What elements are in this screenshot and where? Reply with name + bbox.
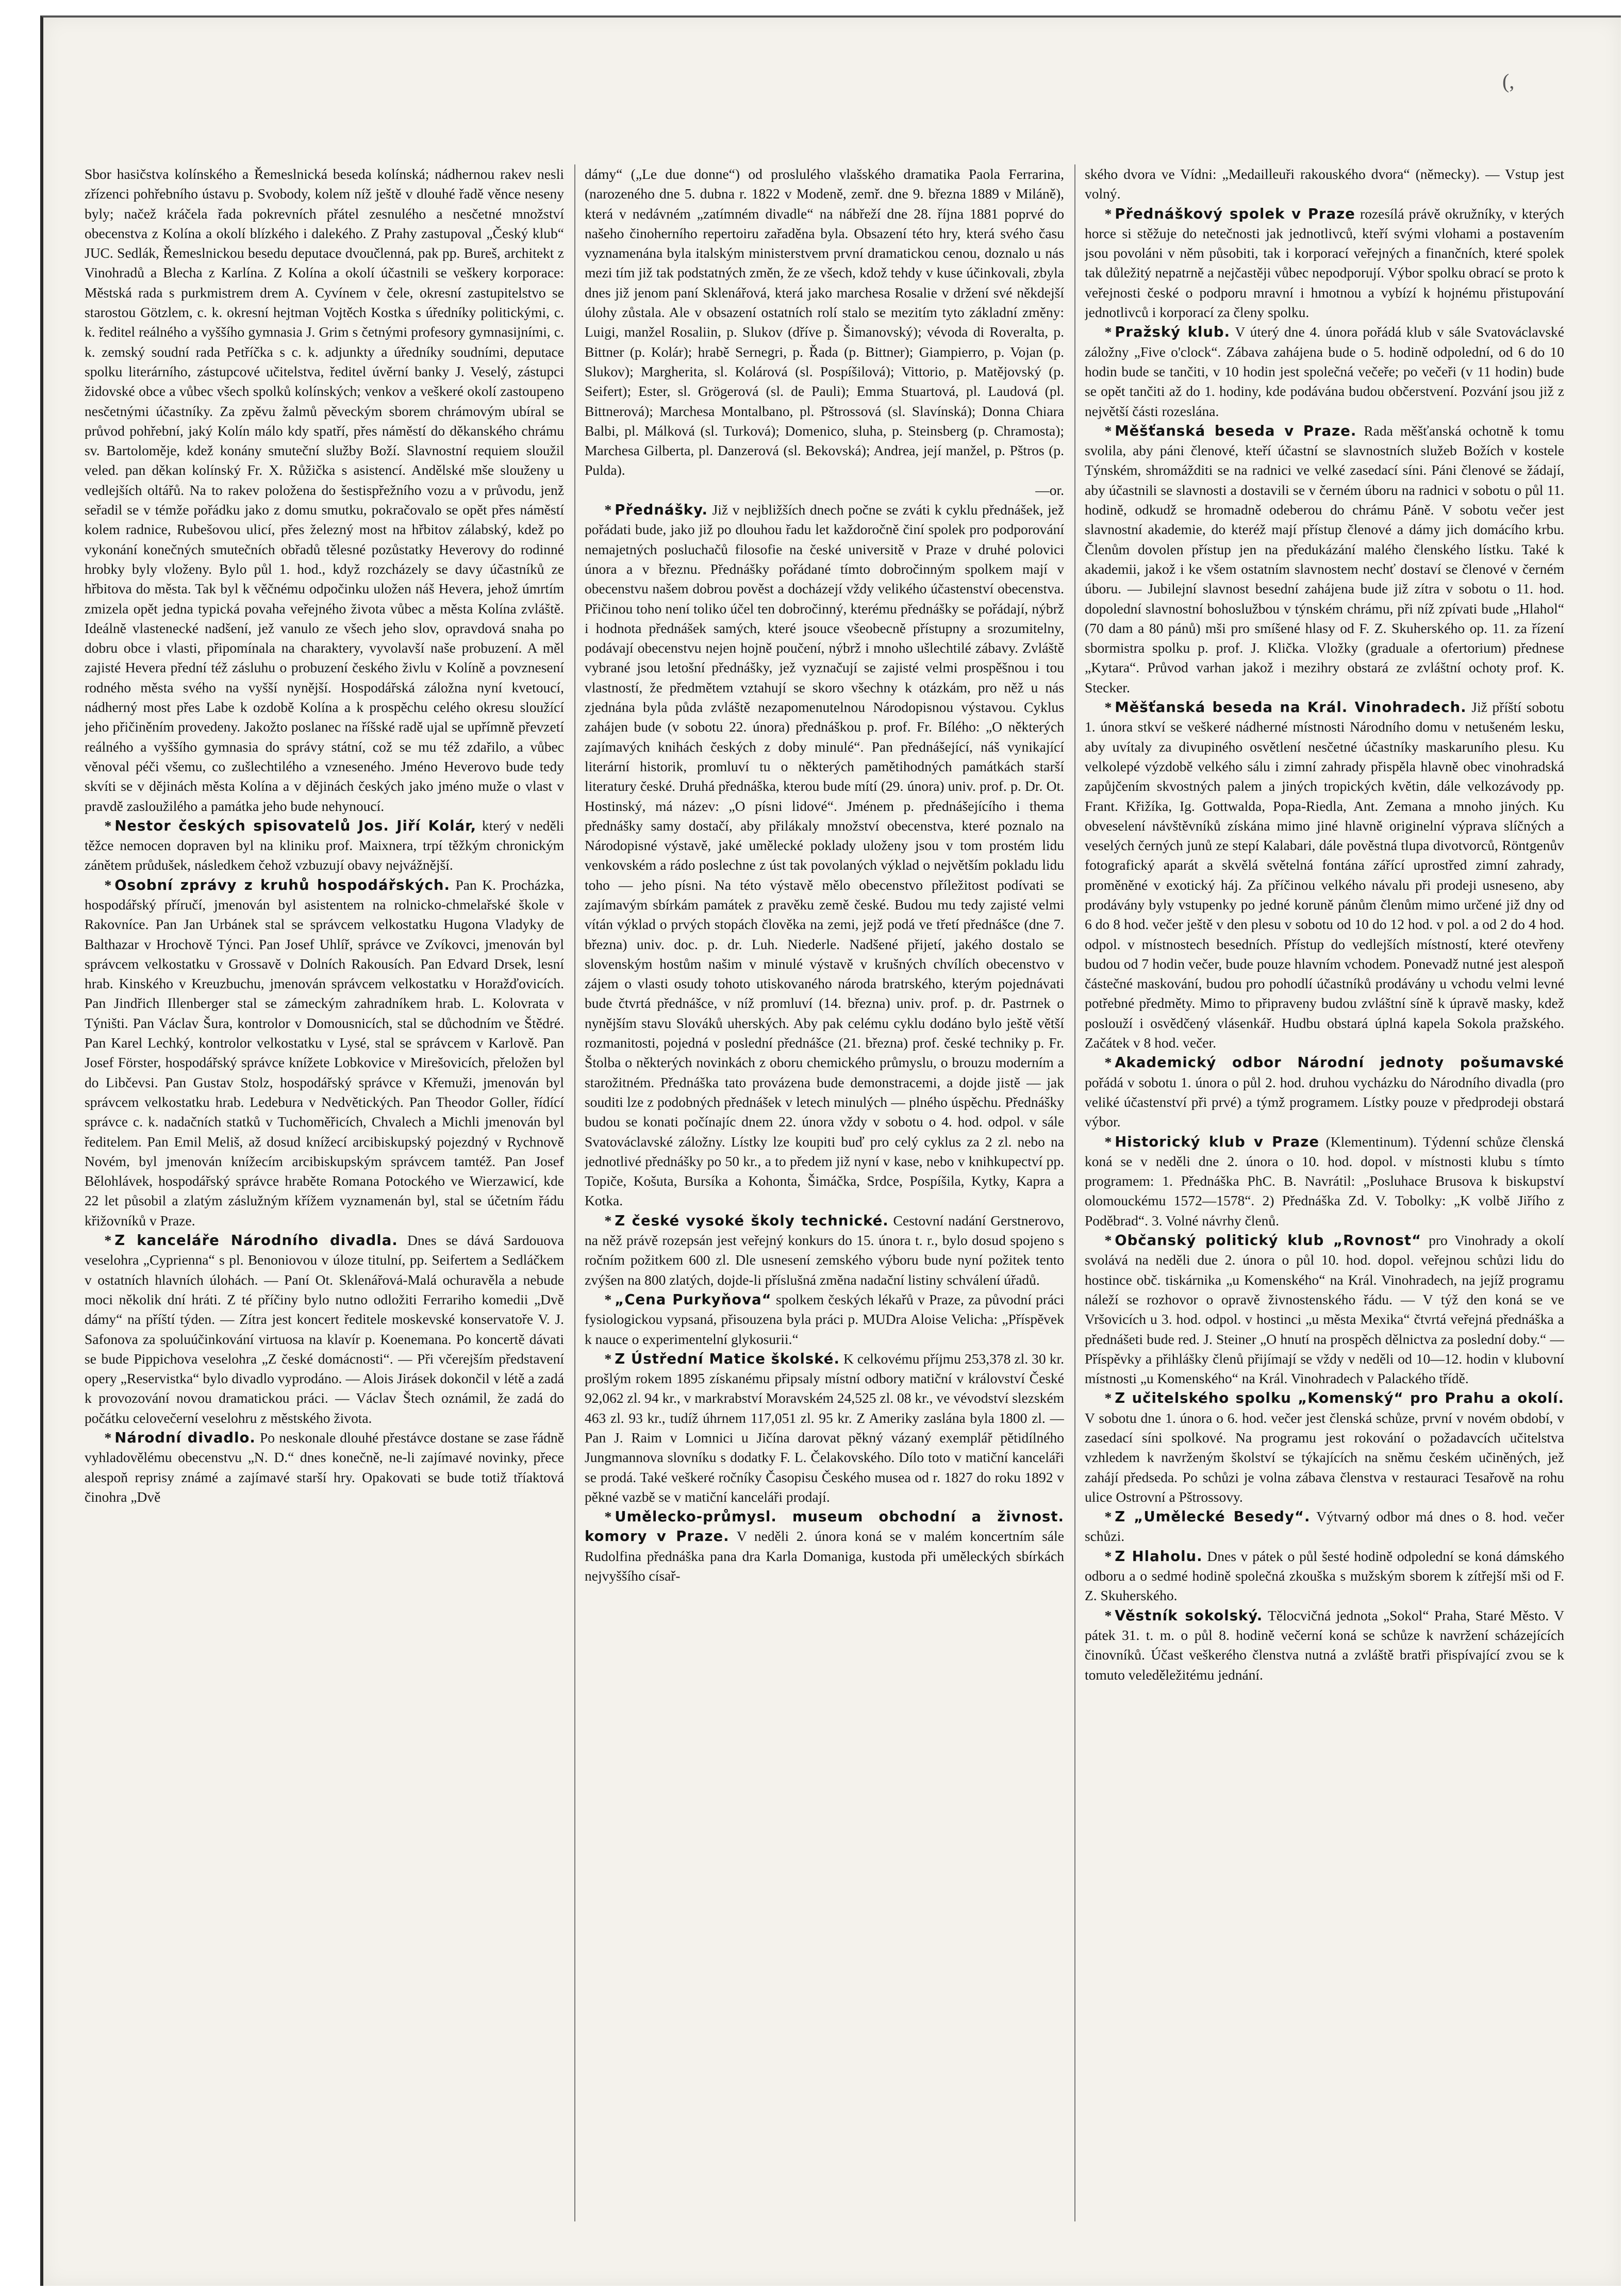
article-body: Dnes v pátek o půl šesté hodině odpolední se koná dámského odboru a o sedmé hodině společná zkouška s mužským sborem k zítřejší mši od F. Z. Skuherského.: [1085, 1548, 1564, 1604]
article: [1085, 1132, 1564, 1231]
article: [85, 1428, 564, 1507]
column-1: [85, 164, 564, 2221]
article-heading: Z Ústřední Matice školské.: [615, 1350, 840, 1367]
asterisk-icon: *: [104, 1232, 112, 1249]
asterisk-icon: *: [104, 817, 112, 834]
article-heading: Umělecko-průmysl. museum obchodní a živnost. komory v Praze.: [585, 1508, 1064, 1545]
asterisk-icon: *: [1104, 1232, 1112, 1249]
article-heading: Z „Umělecké Besedy“.: [1115, 1508, 1311, 1525]
article: [585, 1211, 1064, 1290]
asterisk-icon: *: [604, 502, 612, 518]
column-3: [1085, 164, 1564, 2221]
article: [1085, 204, 1564, 323]
article-body: Již v nejbližších dnech počne se zváti k cyklu přednášek, jež pořádati bude, jako již po dlouhou řadu let každoročně činí spolek pro podporování nemajetných posluchačů filosofie na české universitě v Praze v druhé polovici února a v březnu. Přednášky pořádané tímto dobročinným spolkem mají v obecenstvu našem dobrou pověst a docházejí vždy velikého účastenství obecenstva. Přičinou toho není toliko účel ten dobročinný, kterému přednášky se pořádají, nýbrž i hodnota přednášek samých, které jsouce všeobecně přístupny a srozumitelny, podávají obecenstvu nejen hojně poučení, nýbrž i mnoho ušlechtilé zábavy. Zvláště vybrané jsou letošní přednášky, jež vyznačují se zajisté velmi prospěšnou i tou vlastností, že předmětem vztahují se skoro všechny k otázkám, pro něž u nás zjednána byla půda zvláště nezapomenutelnou Národopisnou výstavou. Cyklus zahájen bude (v sobotu 22. února) přednáškou p. prof. Fr. Bílého: „O některých zajímavých knihách českých z doby minulé“. Pan přednášející, náš vynikající literární historik, promluví tu o některých pamětihodných památkách starší literatury české. Druhá přednáška, kterou bude mítí (29. února) univ. prof. p. Dr. Ot. Hostinský, má název: „O písni lidové“. Jménem p. přednášejícího i thema přednášky samy dostačí, aby přilákaly množství obecenstva, které poznalo na Národopisné výstavě, jaké umělecké poklady uloženy jsou v tom prostém lidu venkovském a rádo poslechne z úst tak povolaných výklad o největším pokladu lidu toho — jeho písni. Na této výstavě mělo obecenstvo příležitost podívati se zajímavým sbírkám památek z pravěku země české. Budou mu tedy zajisté velmi vítán výklad o prvých stopách člověka na zemi, jejž podá ve třetí přednášce (dne 7. března) univ. doc. p. dr. Luh. Niederle. Nadšené přijetí, jakého dostalo se slovenským hostům našim v minulé výstavě v krušných chvílích obecenstvo v zájem o vlasti osudy tohoto utiskovaného národa bratrského, kterým pojednávati bude čtvrtá přednášce, v níž promluví (14. března) univ. prof. p. dr. Pastrnek o nynějším stavu Slováků uherských. Aby pak celému cyklu dodáno bylo ještě větší rozmanitosti, pojedná v poslední přednášce (21. března) prof. české techniky p. Fr. Štolba o některých novinkách z oboru chemického průmyslu, o brouzu moderním a starožitném. Přednáška tato provázena bude demonstracemi, a dojde jistě — jak souditi lze z podobných přednášek v letech minulých — plného úspěchu. Přednášky budou se konati počínajíc dnem 22. února vždy v sobotu o 4. hod. odpol. v sále Svatováclavské záložny. Lístky lze koupiti buď pro celý cyklus za 2 zl. nebo na jednotlivé přednášky po 50 kr., a to předem již nyní v kase, nebo v knihkupectví pp. Topiče, Košuta, Bursíka a Kohonta, Šimáčka, Srdce, Pospíšila, Kytky, Kapra a Kotka.: [585, 502, 1064, 1209]
asterisk-icon: *: [104, 1430, 112, 1446]
article-body: Po neskonale dlouhé přestávce dostane se zase řádně vyhladovělému obecenstvu „N. D.“ dnes konečně, ne-li zajímavé novinky, přece alespoň reprisy známé a zajímavé starší hry. Opakovati se bude totiž tříaktová činohra „Dvě: [85, 1430, 564, 1505]
article: [1085, 698, 1564, 1053]
article-signature: —or.: [1035, 482, 1064, 498]
article: [85, 816, 564, 875]
article-body: Cestovní nadání Gerstnerovo, na něž právě rozepsán jest veřejný konkurs do 15. února t. r., bylo dosud spojeno s ročním požitkem 600 zl. Dle usnesení zemského výboru bude nyní požitek tento zvýšen na 800 zlatých, dojde-li příslušná změna nadační listiny schválení úřadů.: [585, 1212, 1064, 1288]
article: [1085, 322, 1564, 421]
article-heading: Občanský politický klub „Rovnost“: [1115, 1232, 1422, 1249]
article-body: rozesílá právě okružníky, v kterých horce si stěžuje do netečnosti jak jednotlivců, kteří svými vlohami a postavením jsou povoláni v něm působiti, tak i korporací veřejných a finančních, které spolek tak důležitý nepatrně a nejčastěji vůbec nepodporují. Výbor spolku obrací se proto k veřejnosti české o podporu mravní i hmotnou a vybízí k hojnému přistupování jednotlivců i korporací za členy spolku.: [1085, 205, 1564, 321]
asterisk-icon: *: [604, 1350, 612, 1367]
article-heading: Přednášky.: [615, 502, 708, 519]
asterisk-icon: *: [1104, 1133, 1112, 1150]
article-body: pro Vinohrady a okolí svolává na neděli due 2. února o půl 10. hod. dopol. veřejnou schůzi lidu do hostince obč. tiskárnika „u Komenského“ na Král. Vinohradech, na jejíž programu náleží se rozhovor o opravě živnostenského řádu. — V týž den koná se ve Vršovicích u 3. hod. odpol. v hostinci „u města Mexika“ čtvrtá veřejná přednáška a přednášeti bude red. J. Steiner „O hnutí na prospěch dělnictva za poslední doby.“ — Příspěvky a přihlášky členů přijímají se vždy v neděli od 10—12. hodin v klubovní místnosti „u Komenského“ na Král. Vinohradech v Palackého třídě.: [1085, 1232, 1564, 1387]
asterisk-icon: *: [1104, 205, 1112, 222]
article: [85, 1231, 564, 1428]
article-body: V úterý dne 4. února pořádá klub v sále Svatováclavské záložny „Five o'clock“. Zábava zahájena bude o 5. hodině odpolední, od 6 do 10 hodin bude se tančiti, v 10 hodin jest společná večeře; po večeři (v 11 hodin) bude se opět tančiti až do 1. hodiny, kde podávána budou občerstvení. Pozvání jsou již z největší části rozeslána.: [1085, 324, 1564, 419]
asterisk-icon: *: [604, 1508, 612, 1525]
article-heading: Z české vysoké školy technické.: [615, 1212, 889, 1229]
article-body: Dnes se dává Sardouova veselohra „Cyprienna“ s pl. Benoniovou v úloze titulní, pp. Seifertem a Sedláčkem v ostatních hlavních úlohách. — Paní Ot. Sklenářová-Malá ochuravěla a nebude moci několik dní hráti. Z té příčiny bylo nutno odložiti Ferrariho komedii „Dvě dámy“ na příští týden. — Zítra jest koncert ředitele moskevské konservatoře V. J. Safonova za spoluúčinkování virtuosa na klavír p. Koenemana. Po koncertě dávati se bude Pippichova veselohra „Z české domácnosti“. — Při včerejším představení opery „Reservistka“ bylo divadlo vyprodáno. — Alois Jirásek dokončil v létě a zadá k provozování novou dramatickou práci. — Václav Štech oznámil, že zadá do počátku celovečerní veselohru z městského života.: [85, 1232, 564, 1426]
article: [1085, 1547, 1564, 1606]
article-body: dámy“ („Le due donne“) od proslulého vlašského dramatika Paola Ferrarina, (narozeného dne 5. dubna r. 1822 v Modeně, zemř. dne 9. března 1889 v Miláně), která v nedávném „zatímném divadle“ na nábřeží dne 28. října 1881 poprvé do našeho činoherního repertoiru zařaděna byla. Obsazení této hry, která svého času vyznamenána byla italským ministerstvem první dramatickou cenou, doznalo u nás mezi tím již tak podstatných změn, že ze všech, kdož tehdy v kuse účinkovali, zbyla dnes již jenom paní Sklenářová, která jako marchesa Rosalie v držení své někdejší úlohy zůstala. Ale v obsazení ostatních rolí stalo se mezitím tyto základní změny: Luigi, manžel Rosaliin, p. Slukov (dříve p. Šimanovský); vévoda di Roveralta, p. Bittner (p. Kolár); hrabě Sernegri, p. Řada (p. Bittner); Giampierro, p. Vojan (p. Slukov); Margherita, sl. Kolárová (sl. Pospíšilová); Vittorio, p. Matějovský (p. Seifert); Ester, sl. Grögerová (sl. de Pauli); Emma Stuartová, pl. Laudová (pl. Bittnerová); Marchesa Montalbano, pl. Pštrossová (sl. Slavínská); Donna Chiara Balbi, pl. Málková (sl. Turková); Domenico, sluha, p. Steinsberg (p. Chramosta); Marchesa Gilberta, pl. Danzerová (sl. Bekovská); Andrea, její manžel, p. Pštros (p. Pulda).: [585, 166, 1064, 478]
article-heading: Věstník sokolský.: [1115, 1607, 1263, 1624]
column-rule: [574, 164, 575, 2221]
article-heading: Osobní zprávy z kruhů hospodářských.: [114, 876, 450, 893]
newspaper-page: [40, 15, 1621, 2286]
article-body: V sobotu dne 1. února o 6. hod. večer jest členská schůze, první v novém období, v zasedací síni spolkové. Na programu jest rokování o požadavcích učitelstva vzhledem k navrženým školství se týkajících na sněmu českém učiněných, jež zahájí předseda. Po schůzi je volna zábava členstva v restauraci Tesařově na rohu ulice Ostrovní a Pštrossovy.: [1085, 1409, 1564, 1505]
article-heading: Pražský klub.: [1115, 324, 1231, 341]
article-body: Pan K. Procházka, hospodářský příručí, jmenován byl asistentem na rolnicko-chmelařské škole v Rakovníce. Pan Jan Urbánek stal se správcem velkostatku Hugona Vladyky de Balthazar v Hrochově Týnci. Pan Josef Uhlíř, správce ve Zvíkovci, jmenován byl správcem velkostatku v Grossavě v Dolních Rakousích. Pan Edvard Drsek, lesní hrab. Kinského v Kreuzbuchu, jmenován správcem velkostatku v Horažďovicích. Pan Jindřich Illenberger stal se zámeckým zahradníkem hrab. L. Kolovrata v Týništi. Pan Václav Šura, kontrolor v Domousnicích, stal se důchodním ve Štědré. Pan Karel Lechký, kontrolor velkostatku v Lysé, stal se správcem v Karlově. Pan Josef Förster, hospodářský správce knížete Lobkovice v Mirešovicích, přeložen byl do Libčevsi. Pan Gustav Stolz, hospodářský správce v Křemuži, jmenován byl správcem velkostatku hrab. Ledebura v Nedvětických. Pan Theodor Goller, řídící správce c. k. nadačních statků v Tuchoměřicích, Chvalech a Michli jmenován byl ředitelem. Pan Emil Meliš, až dosud knížecí arcibiskupský pojezdný v Rychnově Novém, byl jmenován knížecím arcibiskupským správcem tamtéž. Pan Josef Bělohlávek, hospodářský správce hraběte Romana Potockého ve Wierzawicí, kde 22 let působil a zlatým záslužným křížem vyznamenán byl, stal se účetním řádu křižovníků v Praze.: [85, 876, 564, 1229]
article-heading: Z Hlaholu.: [1115, 1548, 1203, 1565]
article-heading: Z kanceláře Národního divadla.: [114, 1232, 398, 1249]
article-body: V neděli 2. února koná se v malém koncertním sále Rudolfina přednáška pana dra Karla Domanigа, kustoda při uměleckých sbírkách nejvyššího císař-: [585, 1528, 1064, 1584]
article-body: (Klementinum). Týdenní schůze členská koná se v neděli dne 2. února o 10. hod. dopol. v místnosti klubu s tímto programem: 1. Přednáška PhC. B. Navrátil: „Posluhace Brusova k biskupství olomouckému 1572—1578“. 2) Přednáška Zd. V. Tobolky: „K volbě Jiřího z Poděbrad“. 3. Volné návrhy členů.: [1085, 1133, 1564, 1229]
article-heading: Historický klub v Praze: [1115, 1133, 1320, 1150]
article-body: K celkovému příjmu 253,378 zl. 30 kr. prošlým rokem 1895 získanému připsaly místní odbory matiční v království České 92,062 zl. 94 kr., v markrabství Moravském 24,525 zl. 08 kr., ve vévodství slezském 463 zl. 93 kr., tudíž úhrnem 117,051 zl. 95 kr. Z Ameriky zaslána byla 1800 zl. — Pan J. Raim v Lomnici u Jičína darovat pěkný vázaný exemplář pětidílného Jungmannova slovníku s dodatky F. L. Čelakovského. Dílo toto v matiční kanceláři se prodá. Také veškeré ročníky Časopisu Českého musea od r. 1827 do roku 1892 v pěkné vazbě se v matiční kanceláři prodají.: [585, 1350, 1064, 1505]
article-heading: Přednáškový spolek v Praze: [1115, 205, 1355, 222]
article-heading: Nestor českých spisovatelů Jos. Jiří Kolár,: [114, 817, 477, 834]
article-heading: Z učitelského spolku „Komenský“ pro Prahu a okolí.: [1115, 1390, 1564, 1407]
article-body: Sbor hasičstva kolínského a Řemeslnická beseda kolínská; nádhernou rakev nesli zřízenci pohřebního ústavu p. Svobody, kolem níž ještě v dlouhé řadě věnce neseny byly; načež kráčela řada pokrevních přátel zesnulého a nesčetné množství obecenstva z Kolína a okolí blízkého i dalekého. Z Prahy zastupoval „Český klub“ JUC. Sedlák, Řemeslnickou besedu deputace dvoučlenná, pak pp. Bureš, architekt z Vinohradů a Blecha z Karlína. Z Kolína a okolí účastnili se veškery korporace: Městská rada s purkmistrem drem A. Cyvínem v čele, okresní zastupitelstvo se starostou Götzlem, c. k. okresní hejtman Vojtěch Kostka s úředníky politickými, c. k. ředitel reálného a vyššího gymnasia J. Grim s četnými profesory gymnasijními, c. k. zemský soudní rada Petříčka s c. k. adjunkty a úředníky soudními, deputace spolku literárního, zástupcové učitelstva, ředitel úvěrní banky J. Veselý, zástupci židovské obce a vůbec všech spolků kolínských; venkov a veškeré okolí zastoupeno nesčetnými účastníky. Za zpěvu žalmů pěveckým sborem chrámovým ubíral se průvod pohřební, jaký Kolín málo kdy spatří, přes náměstí do děkanského chrámu sv. Bartoloměje, kdež konány smuteční služby Boží. Slavnostní requiem sloužil veled. pan děkan kolínský Fr. X. Růžička s asistencí. Andělské mše slouženy u vedlejších oltářů. Na to rakev položena do šestispřežního vozu a v průvodu, jenž seřadil se v témže pořádku jako z domu smutku, pokračovalo se opět přes náměstí kolem radnice, Rubešovou ulicí, přes železný most na hřbitov zálabský, kdež po vykonání konečných smutečních obřadů tělesné pozůstatky Heverovy do rodinné hrobky byly vloženy. Bylo půl 1. hod., když rozcházely se davy účastníků ze hřbitova do města. Tak byl k věčnému odpočinku uložen náš Hevera, jehož úmrtím zmizela opět jedna typická povaha veřejného života vůbec a města Kolína zvláště. Ideálně vlastenecké nadšení, jež vanulo ze všech jeho slov, opravdová snaha po dobru obce i vlasti, připomínala na charaktery, vyvolavší naše probuzení. A měl zajisté Hevera přední též zásluhu o probuzení českého živlu v Kolíně a povznesení rodného města svého na vyšší nynější. Hospodářská záložna nyní kvetoucí, nádherný most přes Labe k ozdobě Kolína a k prospěchu celého okresu sloužící jeho přičiněním provedeny. Jakožto poslanec na říšské radě ujal se upřímně převzetí reálného a vyššího gymnasia do správy státní, což se mu též zdařilo, a vůbec věnoval péči všemu, co zušlechtilého a vzneseného. Jméno Heverovo bude tedy skvíti se v dějinách města Kolína a v dějinách českých jako jméno muže o vlast v pravdě zasloužilého a památka jeho bude nehynoucí.: [85, 166, 564, 814]
asterisk-icon: *: [1104, 422, 1112, 439]
article: [585, 164, 1064, 480]
article-body: Již příští sobotu 1. února stkví se veškeré nádherné místnosti Národního domu v netušeném lesku, aby uvítaly za divupiného osvětlení nesčetné účastníky maskaruního plesu. Ku velkolepé výzdobě velkého sálu i zimní zahrady přispěla hlavně obec vinohradská zapůjčením skvostných palem a jiných tropických květin, dále velkozávody pp. Frant. Křižíka, Ig. Gottwalda, Popa-Riedla, Ant. Zemana a mnoho jiných. Ku obveselení návštěvníků získána mimo jiné hlavně originelní výprava slíčných a veselých černých junů ze stepí Kalabari, dále pověstná tlupa divotvorců, Röntgenův fotografický aparát a skvělá světelná fontána zářící uprostřed zimní zahrady, proměněné v exotický háj. Za příčinou velkého návalu při prodeji usneseno, aby prodávány byly vstupenky po jedné koruně pánům členům mimo určené již dny od 6 do 8 hod. večer ještě v den plesu v sobotu od 10 do 12 hod. v pol. a od 2 do 4 hod. odpol. v místnostech besedních. Přístup do vedlejších místností, které otevřeny budou od 7 hodin večer, bude pouze hlavním vchodem. Ponevadž nutné jest alespoň částečné maskování, budou pro pohodlí účastníků prodávány u vchodu velmi levné potřebné předměty. Mimo to připraveny budou zvláštní síně k úpravě masky, kdež poslouží i osvědčený vlásenkář. Hudbu obstará úplná kapela Sokola pražského. Začátek v 8 hod. večer.: [1085, 699, 1564, 1051]
article-heading: Měšťanská beseda na Král. Vinohradech.: [1115, 699, 1467, 716]
article: [1085, 1053, 1564, 1132]
article-heading: Měšťanská beseda v Praze.: [1115, 422, 1357, 439]
asterisk-icon: *: [1104, 1054, 1112, 1071]
article: [585, 1349, 1064, 1507]
article: [1085, 1507, 1564, 1547]
article: [1085, 1231, 1564, 1388]
column-2: [585, 164, 1064, 2221]
article: [85, 164, 564, 816]
article: [1085, 1388, 1564, 1507]
asterisk-icon: *: [1104, 1607, 1112, 1623]
article-body: pořádá v sobotu 1. února o půl 2. hod. druhou vycházku do Národního divadla (pro veliké účastenství při prvé) a týmž programem. Lístky pouze v předprodeji obstará výbor.: [1085, 1074, 1564, 1130]
asterisk-icon: *: [604, 1291, 612, 1307]
article: [585, 500, 1064, 1211]
column-rule: [1074, 164, 1075, 2221]
asterisk-icon: *: [604, 1212, 612, 1229]
asterisk-icon: *: [1104, 1548, 1112, 1564]
article-body: Tělocvičná jednota „Sokol“ Praha, Staré Město. V pátek 31. t. m. o půl 8. hodině večerní koná se schůze k navržení scházejících činovníků. Účast veškerého členstva nutná a zvláště bratři přispívající zvou se k tomuto veleděležitému jednání.: [1085, 1607, 1564, 1683]
article-body: který v neděli těžce nemocen dopraven byl na kliniku prof. Maixnera, trpí těžkým chronickým zánětem průdušek, následkem čehož vzbuzují obavy nejvážnější.: [85, 817, 564, 873]
asterisk-icon: *: [1104, 1508, 1112, 1525]
asterisk-icon: *: [1104, 324, 1112, 340]
page-corner-mark: (,: [1502, 70, 1515, 93]
article: [85, 875, 564, 1231]
article: [585, 1507, 1064, 1586]
article-body: ského dvora ve Vídni: „Medailleuři rakouského dvora“ (německy). — Vstup jest volný.: [1085, 166, 1564, 202]
asterisk-icon: *: [104, 876, 112, 893]
article-body: Výtvarný odbor má dnes o 8. hod. večer schůzi.: [1085, 1508, 1564, 1545]
article: [1085, 421, 1564, 698]
article-heading: Národní divadlo.: [114, 1430, 256, 1446]
article-body: spolkem českých lékařů v Praze, za původní práci fysiologickou vypsaná, přisouzena byla práci p. MUDra Aloise Velicha: „Příspěvek k nauce o experimentelní glykosurii.“: [585, 1291, 1064, 1347]
article-heading: Akademický odbor Národní jednoty pošumavské: [1115, 1054, 1564, 1071]
article-body: Rada měšťanská ochotně k tomu svolila, aby páni členové, kteří účastní se slavnostních služeb Božích v kostele Týnském, shromážditi se na radnici ve velké zasedací síni. Páni členové se žádají, aby účastnili se slavnosti a dostavili se v černém úboru na radnici v sobotu o půl 11. hodině, odkudž se hromadně odeberou do chrámu Páně. V sobotu večer jest slavnostní akademie, do kteréž mají přístup členové a dámy jich domácího krbu. Členům dovolen přístup jen na předukázání malého členského lístku. Také k akademii, jakož i ke všem ostatním slavnostem nechť dostaví se členové v černém úboru. — Jubilejní slavnost besední zahájena bude již zítra v sobotu o 11. hod. dopolední slavnostní bohoslužbou v týnském chrámu, při níž zpívati bude „Hlahol“ (70 dam a 80 pánů) mši pro smíšené hlasy od F. Z. Skuherského op. 11. za řízení sbormistra spolku p. prof. J. Klička. Vložky (graduale a ofertorium) přednese „Kytara“. Průvod varhan jakož i mezihry obstará ze zvláštní ochoty prof. K. Stecker.: [1085, 422, 1564, 695]
article: [1085, 164, 1564, 204]
article: [585, 1290, 1064, 1349]
article: [1085, 1606, 1564, 1685]
article-heading: „Cena Purkyňova“: [615, 1291, 772, 1308]
asterisk-icon: *: [1104, 699, 1112, 716]
asterisk-icon: *: [1104, 1390, 1112, 1406]
